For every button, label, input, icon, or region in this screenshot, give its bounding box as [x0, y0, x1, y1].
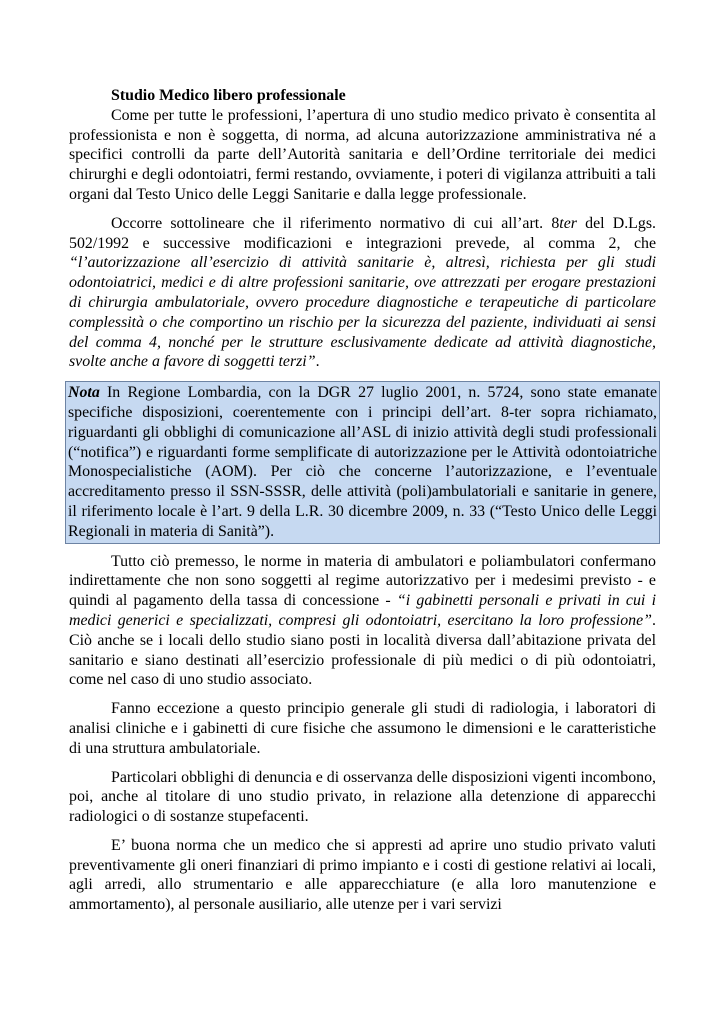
paragraph-3-text-b: . Ciò anche se i locali dello studio siano posti in località diversa dall’abitazione privata del sanitario e siano destinati all’esercizio professionale di più medici o di più odontoiatri, come nel caso di uno studio associato.	[69, 611, 656, 689]
paragraph-3	[69, 552, 656, 691]
paragraph-1: Come per tutte le professioni, l’apertura di uno studio medico privato è consentita al professionista e non è soggetta, di norma, ad alcuna autorizzazione amministrativa né a specifici controlli da parte dell’Autorità sanitaria e dell’Ordine territoriale dei medici chirurghi e degli odontoiatri, fermi restando, ovviamente, i poteri di vigilanza attribuiti a tali organi dal Testo Unico delle Leggi Sanitarie e dalla legge professionale.	[69, 106, 656, 203]
paragraph-2-ter: ter	[559, 214, 577, 232]
paragraph-2-quote: “l’autorizzazione all’esercizio di attività sanitarie è, altresì, richiesta per gli studi odontoiatrici, medici e di altre professioni sanitarie, ove attrezzati per erogare prestazioni di chirurgia ambulatoriale, ovvero procedure diagnostiche e terapeutiche di particolare complessità o che comportino un rischio per la sicurezza del paziente, individuati ai sensi del comma 4, nonché per le strutture esclusivamente dedicate ad attività diagnostiche, svolte anche a favore di soggetti terzi”	[69, 254, 656, 371]
paragraph-2	[69, 214, 656, 372]
note-text: In Regione Lombardia, con la DGR 27 luglio 2001, n. 5724, sono state emanate specifiche disposizioni, coerentemente con i principi dell’art. 8-ter sopra richiamato, riguardanti gli obblighi di comunicazione all’ASL di inizio attività degli studi professionali (“notifica”) e riguardanti forme semplificate di autorizzazione per le Attività odontoiatriche Monospecialistiche (AOM). Per ciò che concerne l’autorizzazione, e l’eventuale accreditamento presso il SSN-SSSR, delle attività (poli)ambulatoriali e sanitarie in genere, il riferimento locale è l’art. 9 della L.R. 30 dicembre 2009, n. 33 (“Testo Unico delle Leggi Regionali in materia di Sanità”).	[68, 384, 657, 540]
paragraph-3-quote: “i gabinetti personali e privati in cui i medici generici e specializzati, compresi gli odontoiatri, esercitano la loro professione”	[69, 592, 656, 629]
paragraph-2-end: .	[315, 353, 320, 371]
note-label: Nota	[68, 384, 100, 402]
paragraph-6: E’ buona norma che un medico che si appresti ad aprire uno studio privato valuti preventivamente gli oneri finanziari di primo impianto e i costi di gestione relativi ai locali, agli arredi, allo strumentario e alle apparecchiature (e alla loro manutenzione e ammortamento), al personale ausiliario, alle utenze per i vari servizi	[69, 836, 656, 914]
paragraph-2-text-a: Occorre sottolineare che il riferimento normativo di cui all’art. 8	[111, 214, 560, 232]
paragraph-2-text-b: del D.Lgs. 502/1992 e successive modificazioni e integrazioni prevede, al comma 2, che	[69, 214, 656, 252]
document-body	[69, 86, 656, 924]
paragraph-5: Particolari obblighi di denuncia e di osservanza delle disposizioni vigenti incombono, poi, anche al titolare di uno studio privato, in relazione alla detenzione di apparecchi radiologici o di sostanze stupefacenti.	[69, 768, 657, 826]
section-title: Studio Medico libero professionale	[111, 87, 346, 104]
note-box	[65, 381, 660, 543]
paragraph-3-text-a: Tutto ciò premesso, le norme in materia di ambulatori e poliambulatori confermano indirettamente che non sono soggetti al regime autorizzativo per i medesimi previsto - e quindi al pagamento della tassa di concessione -	[69, 552, 656, 610]
paragraph-4: Fanno eccezione a questo principio generale gli studi di radiologia, i laboratori di analisi cliniche e i gabinetti di cure fisiche che assumono le dimensioni e le caratteristiche di una struttura ambulatoriale.	[69, 700, 656, 757]
